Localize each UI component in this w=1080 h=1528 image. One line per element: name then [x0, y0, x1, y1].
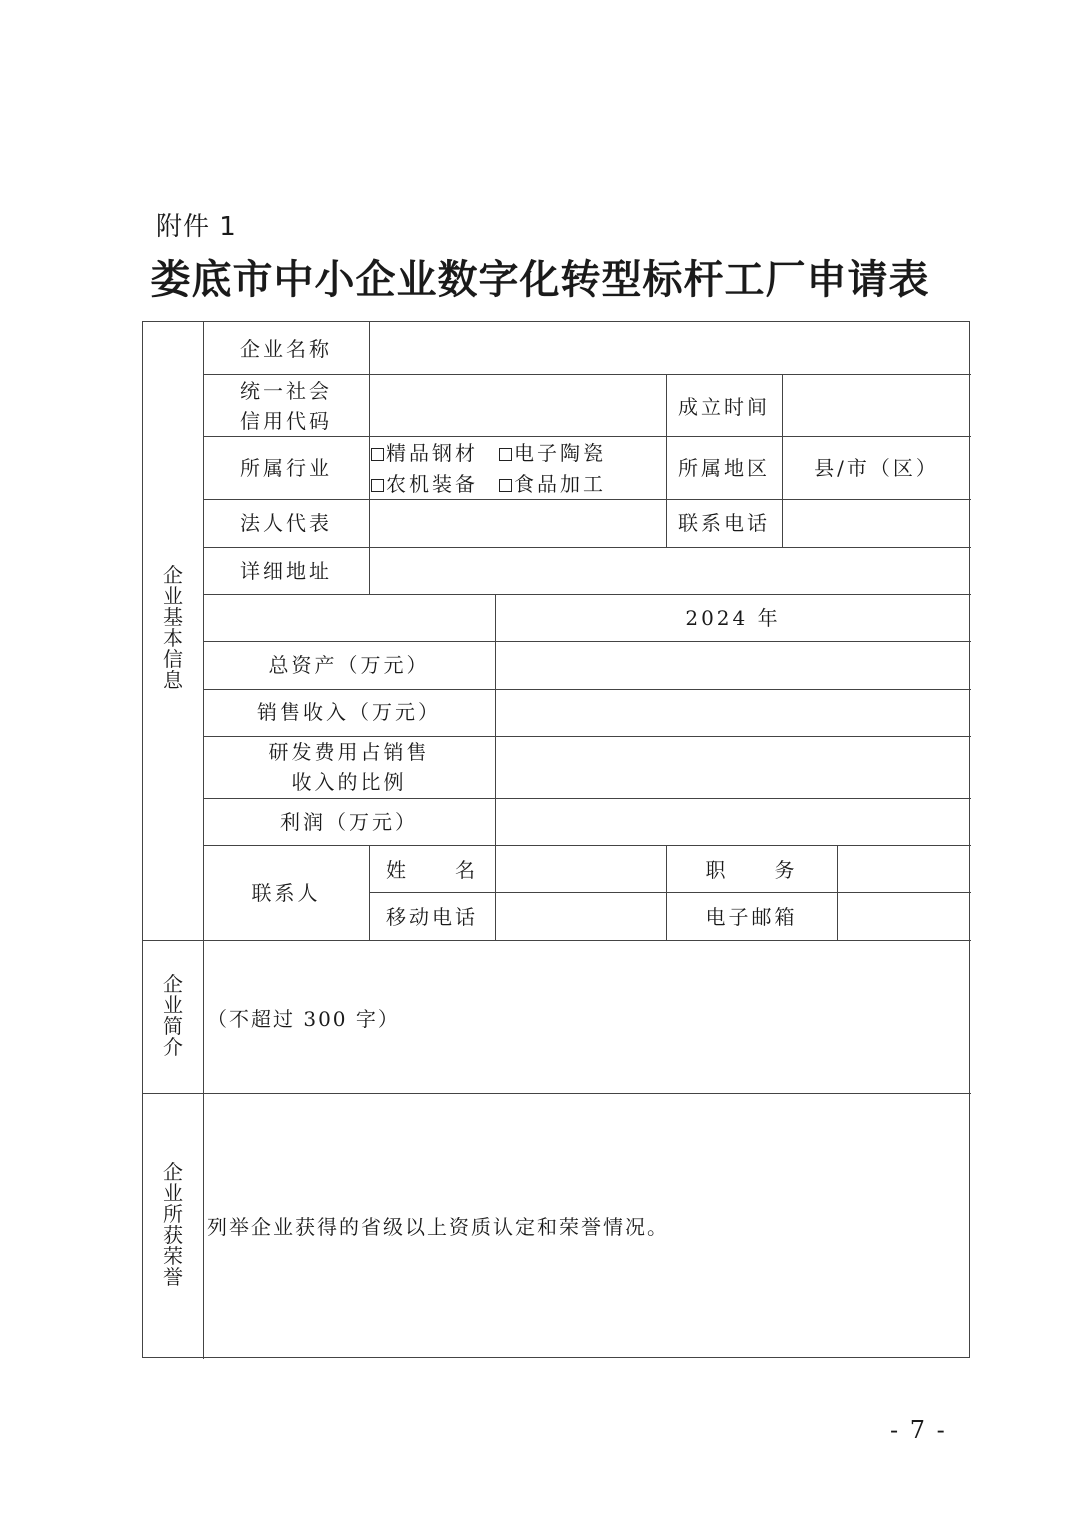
- application-form: [142, 321, 970, 1358]
- intro-hint: （不超过 300 字）: [207, 1007, 400, 1031]
- industry-option-food-processing[interactable]: 食品加工: [499, 469, 606, 499]
- row-divider: [203, 689, 971, 690]
- founded-date-label: 成立时间: [678, 395, 770, 419]
- row-divider: [203, 798, 971, 799]
- column-divider: [495, 594, 496, 940]
- page-title: 娄底市中小企业数字化转型标杆工厂申请表: [150, 256, 930, 303]
- row-divider: [203, 374, 971, 375]
- sales-revenue-label: 销售收入（万元）: [257, 700, 441, 724]
- total-assets-label: 总资产（万元）: [268, 653, 430, 677]
- profit-label: 利润（万元）: [280, 810, 418, 834]
- contact-name-label: 姓 名: [386, 858, 478, 882]
- row-divider: [203, 547, 971, 548]
- region-value: 县/市（区）: [814, 456, 939, 480]
- section-divider: [143, 940, 971, 941]
- page-number: - 7 -: [890, 1416, 947, 1444]
- attachment-label: 附件 1: [156, 212, 237, 242]
- section-divider: [143, 1093, 971, 1094]
- section-basic-info: 企业基本信息: [163, 563, 183, 692]
- section-company-intro: 企业简介: [163, 972, 183, 1059]
- phone-label: 联系电话: [678, 511, 770, 535]
- honors-hint: 列举企业获得的省级以上资质认定和荣誉情况。: [207, 1215, 669, 1239]
- credit-code-label-line2: 信用代码: [240, 409, 332, 433]
- column-divider: [369, 322, 370, 594]
- contact-email-label: 电子邮箱: [705, 905, 798, 929]
- checkbox-icon: [499, 448, 512, 461]
- credit-code-label-line1: 统一社会: [240, 379, 332, 403]
- row-divider: [203, 845, 971, 846]
- row-divider: [203, 436, 971, 437]
- region-label: 所属地区: [678, 456, 770, 480]
- industry-label: 所属行业: [240, 456, 332, 480]
- section-company-honors: 企业所获荣誉: [163, 1160, 183, 1289]
- industry-option-ceramics[interactable]: 电子陶瓷: [499, 438, 606, 468]
- column-divider: [837, 845, 838, 940]
- legal-rep-label: 法人代表: [240, 511, 332, 535]
- checkbox-icon: [371, 479, 384, 492]
- rd-ratio-label-line1: 研发费用占销售: [268, 740, 430, 764]
- year-header: 2024 年: [685, 606, 781, 630]
- row-divider: [203, 641, 971, 642]
- checkbox-icon: [371, 448, 384, 461]
- contact-person-label: 联系人: [251, 881, 321, 905]
- contact-position-label: 职 务: [705, 858, 798, 882]
- company-name-label: 企业名称: [240, 337, 332, 361]
- row-divider: [203, 594, 971, 595]
- industry-option-steel[interactable]: 精品钢材: [371, 438, 478, 468]
- contact-mobile-label: 移动电话: [386, 905, 478, 929]
- row-divider: [203, 499, 971, 500]
- industry-option-agri-machinery[interactable]: 农机装备: [371, 469, 478, 499]
- row-divider: [369, 892, 971, 893]
- address-label: 详细地址: [240, 559, 332, 583]
- checkbox-icon: [499, 479, 512, 492]
- rd-ratio-label-line2: 收入的比例: [291, 770, 407, 794]
